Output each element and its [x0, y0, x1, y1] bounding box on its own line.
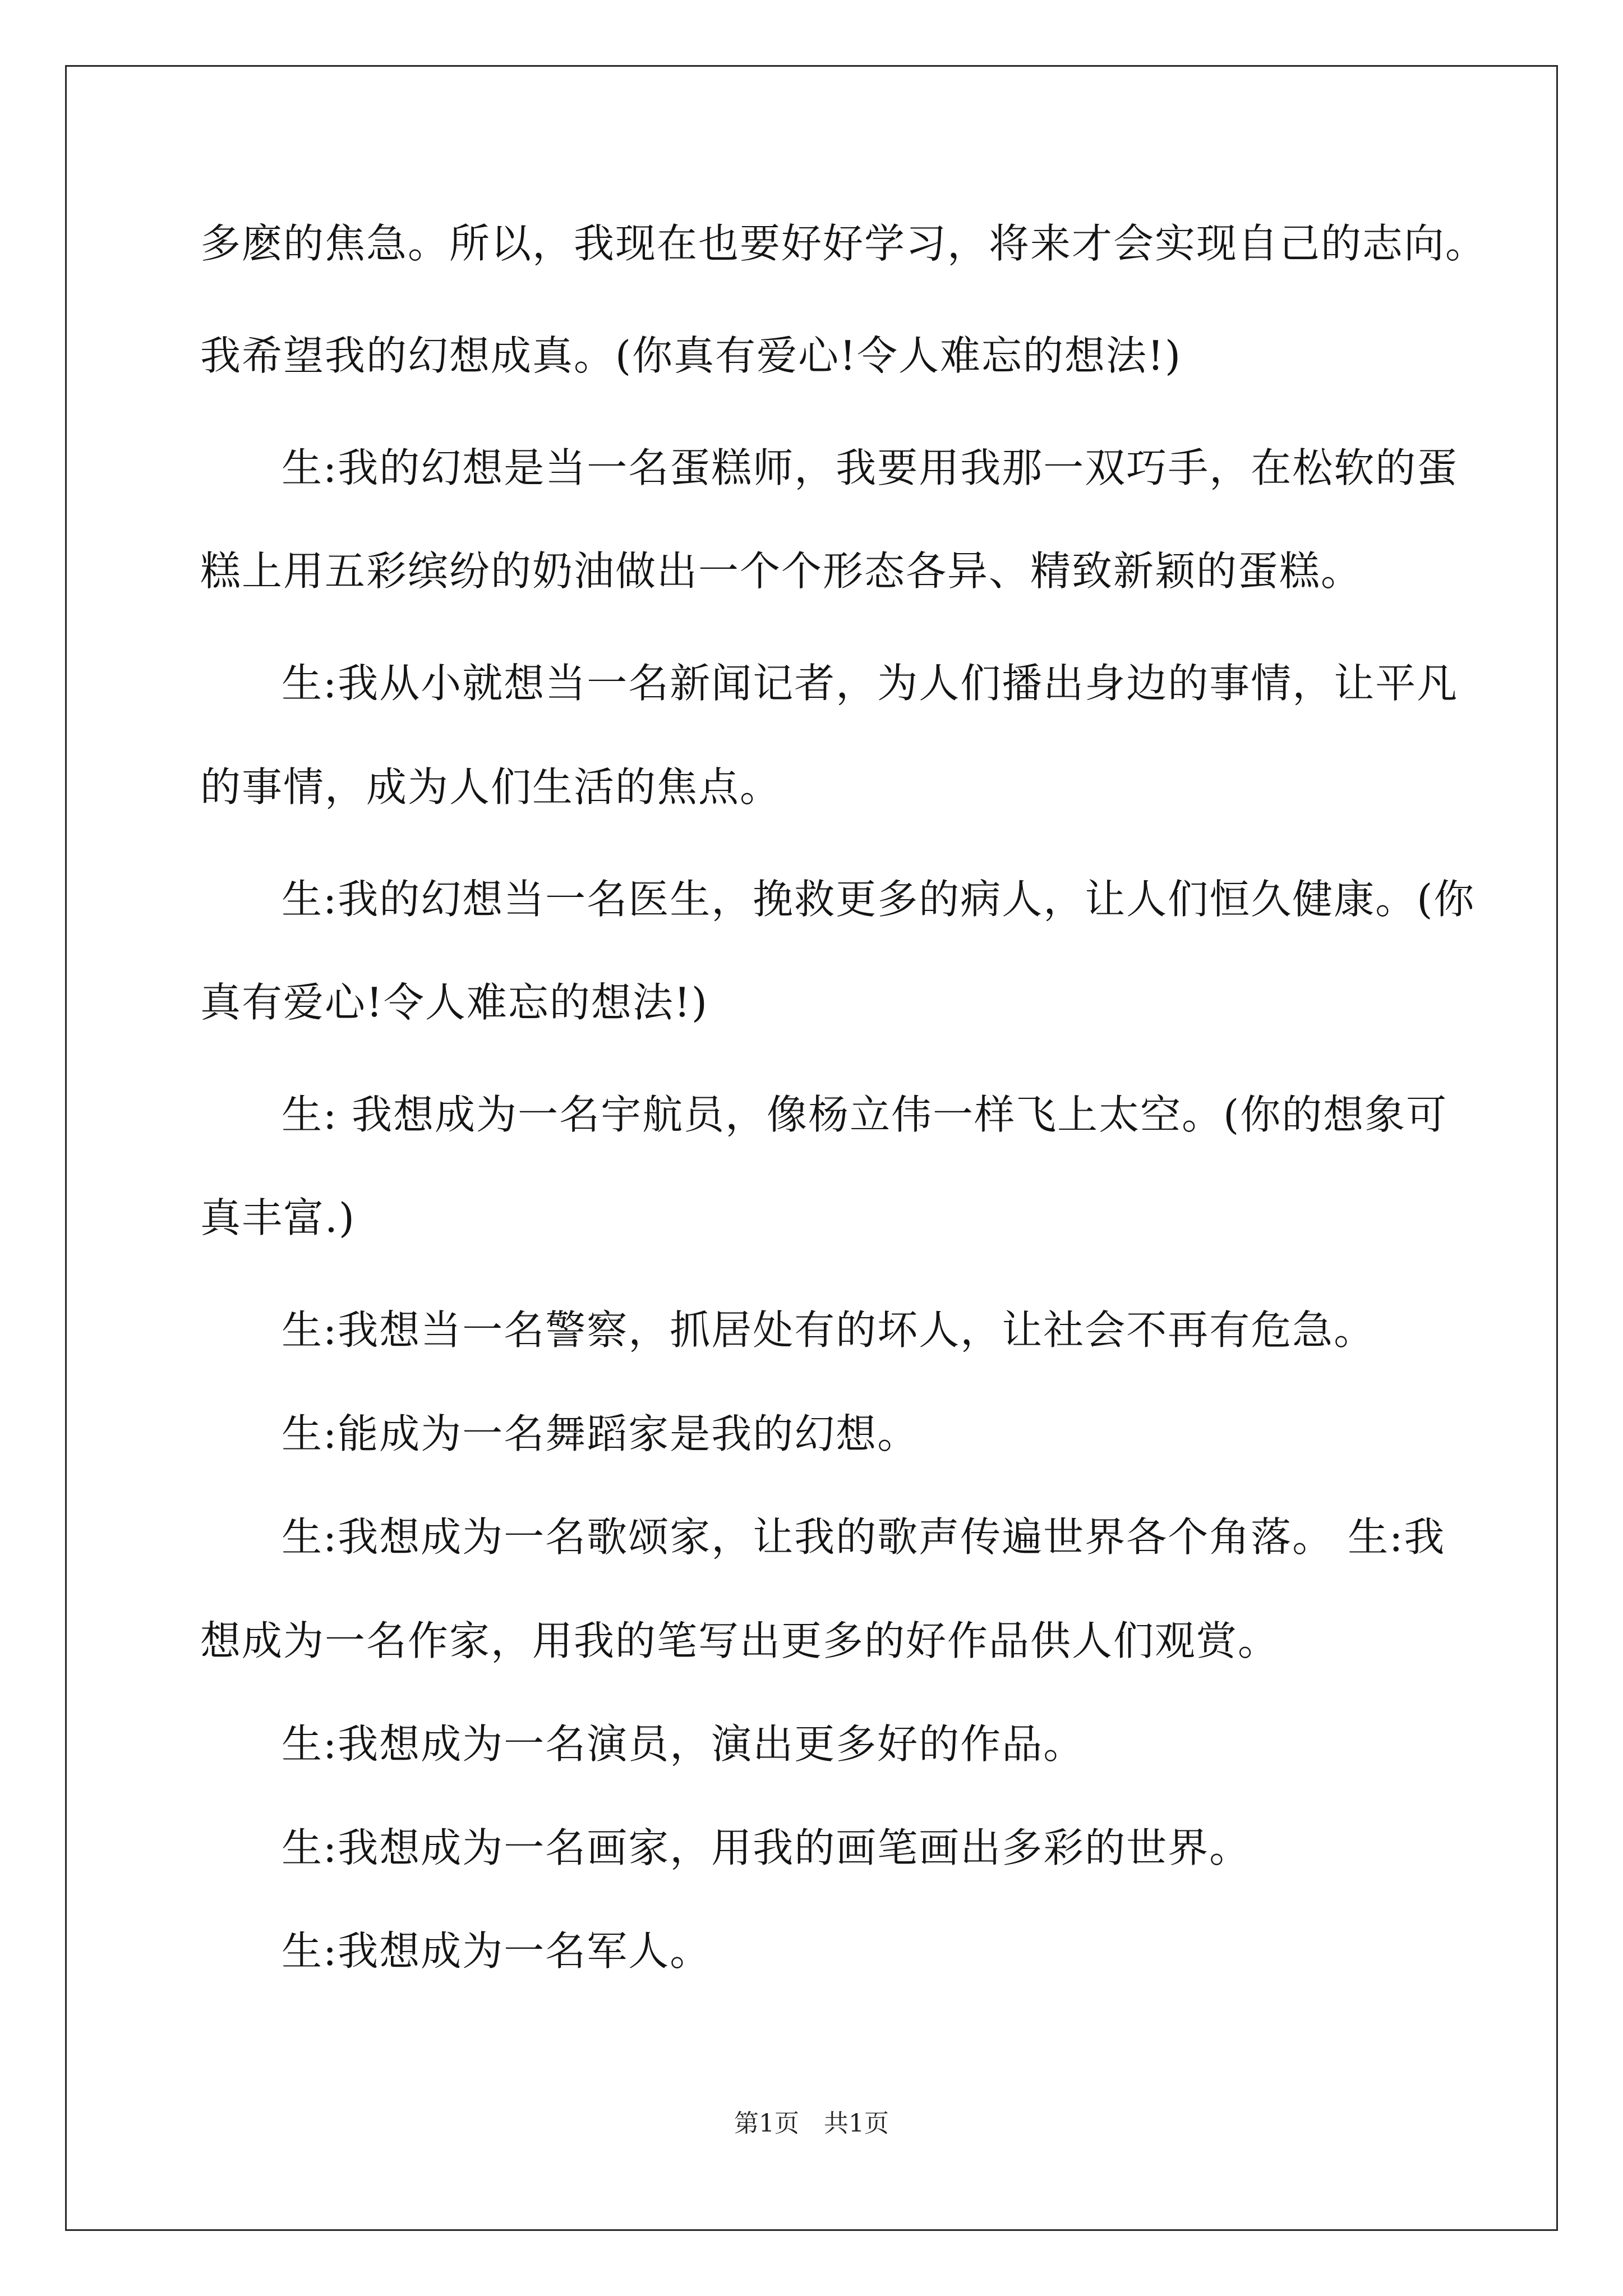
- text-line-3: 生:我的幻想是当一名蛋糕师，我要用我那一双巧手，在松软的蛋: [282, 444, 1459, 491]
- text-line-15: 生:我想成为一名演员，演出更多好的作品。: [282, 1720, 1085, 1768]
- page-number-footer: 第1页 共1页: [734, 2109, 889, 2138]
- text-line-4: 糕上用五彩缤纷的奶油做出一个个形态各异、精致新颖的蛋糕。: [200, 547, 1363, 595]
- text-line-11: 生:我想当一名警察，抓居处有的坏人，让社会不再有危急。: [282, 1306, 1376, 1354]
- text-line-14: 想成为一名作家，用我的笔写出更多的好作品供人们观赏。: [200, 1617, 1280, 1664]
- text-line-1: 多麽的焦急。所以，我现在也要好好学习，将来才会实现自己的志向。: [200, 220, 1487, 267]
- text-line-16: 生:我想成为一名画家，用我的画笔画出多彩的世界。: [282, 1824, 1251, 1871]
- page-border: [65, 65, 1558, 2231]
- text-line-7: 生:我的幻想当一名医生，挽救更多的病人，让人们恒久健康。(你: [282, 876, 1476, 923]
- text-line-9: 生: 我想成为一名宇航员，像杨立伟一样飞上太空。(你的想象可: [282, 1091, 1448, 1138]
- text-line-10: 真丰富.): [200, 1194, 356, 1241]
- text-line-17: 生:我想成为一名军人。: [282, 1927, 712, 1975]
- text-line-8: 真有爱心!令人难忘的想法!): [200, 979, 708, 1026]
- text-line-2: 我希望我的幻想成真。(你真有爱心!令人难忘的想法!): [200, 332, 1182, 379]
- text-line-13: 生:我想成为一名歌颂家，让我的歌声传遍世界各个角落。 生:我: [282, 1513, 1446, 1561]
- text-line-6: 的事情，成为人们生活的焦点。: [200, 763, 782, 811]
- text-line-12: 生:能成为一名舞蹈家是我的幻想。: [282, 1410, 919, 1457]
- text-line-5: 生:我从小就想当一名新闻记者，为人们播出身边的事情，让平凡: [282, 660, 1459, 707]
